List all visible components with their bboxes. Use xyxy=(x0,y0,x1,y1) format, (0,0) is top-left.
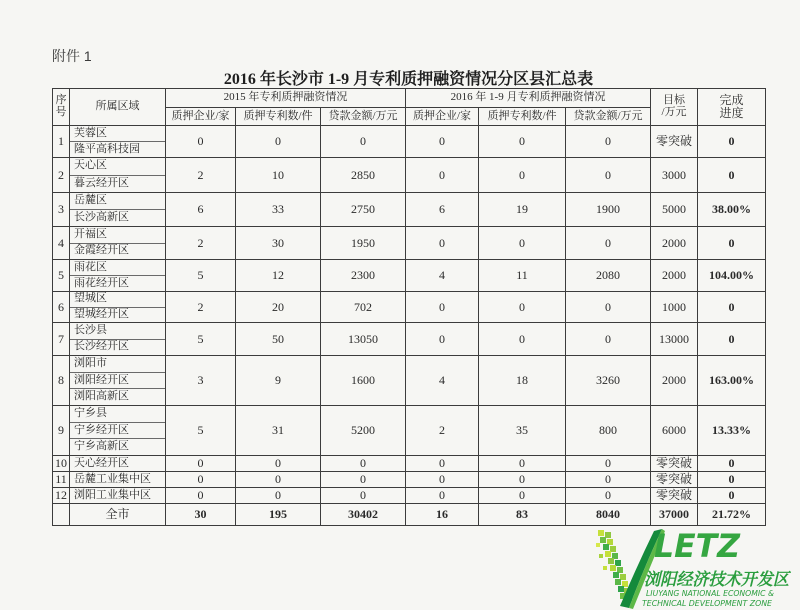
region-line: 宁乡县 xyxy=(74,407,107,420)
cell-2015-patents: 9 xyxy=(236,356,321,406)
region-line: 天心区 xyxy=(74,159,107,172)
total-progress: 21.72% xyxy=(698,504,766,526)
attachment-label: 附件 1 xyxy=(52,48,92,64)
total-2015-loans: 30402 xyxy=(321,504,406,526)
header-2015-firms: 质押企业/家 xyxy=(166,108,236,126)
table-row xyxy=(53,292,766,323)
cell-2015-firms: 5 xyxy=(166,260,236,292)
cell-progress: 0 xyxy=(698,227,766,260)
seq-cell: 10 xyxy=(53,456,70,472)
cell-2016-firms: 4 xyxy=(406,260,479,292)
cell-2016-patents: 35 xyxy=(479,406,566,456)
cell-2016-firms: 2 xyxy=(406,406,479,456)
region-line: 岳麓工业集中区 xyxy=(74,472,151,485)
cell-2015-firms: 0 xyxy=(166,456,236,472)
cell-2015-patents: 0 xyxy=(236,472,321,488)
cell-progress: 0 xyxy=(698,323,766,356)
table-row xyxy=(53,406,766,456)
header-progress-line: 进度 xyxy=(719,106,744,120)
cell-target: 零突破 xyxy=(651,126,698,158)
total-2015-patents: 195 xyxy=(236,504,321,526)
cell-2015-patents: 50 xyxy=(236,323,321,356)
region-line: 金霞经开区 xyxy=(70,243,165,260)
header-2016-group: 2016 年 1-9 月专利质押融资情况 xyxy=(406,89,651,108)
cell-progress: 0 xyxy=(698,126,766,158)
region-cell xyxy=(70,356,166,406)
cell-2015-loans: 0 xyxy=(321,472,406,488)
region-line: 浏阳市 xyxy=(74,357,107,370)
header-seq: 序号 xyxy=(53,89,70,126)
header-progress-line: 完成 xyxy=(719,93,744,108)
region-line: 隆平高科技园 xyxy=(70,141,165,157)
cell-2015-firms: 0 xyxy=(166,472,236,488)
total-2016-patents: 83 xyxy=(479,504,566,526)
cell-2015-patents: 30 xyxy=(236,227,321,260)
cell-2015-loans: 1950 xyxy=(321,227,406,260)
cell-progress: 13.33% xyxy=(698,406,766,456)
header-2015-patents: 质押专利数/件 xyxy=(236,108,321,126)
region-cell xyxy=(70,292,166,323)
table-row xyxy=(53,158,766,193)
cell-2015-loans: 0 xyxy=(321,456,406,472)
logo-name-cn: 浏阳经济技术开发区 xyxy=(644,570,792,590)
cell-target: 3000 xyxy=(651,158,698,193)
seq-cell: 6 xyxy=(53,292,70,323)
logo-name-en-line1: LIUYANG NATIONAL ECONOMIC & xyxy=(646,589,774,598)
seq-cell: 12 xyxy=(53,488,70,504)
cell-2016-patents: 19 xyxy=(479,193,566,227)
cell-target: 2000 xyxy=(651,356,698,406)
cell-target: 5000 xyxy=(651,193,698,227)
cell-progress: 0 xyxy=(698,488,766,504)
region-line: 长沙高新区 xyxy=(70,209,165,226)
cell-2015-firms: 0 xyxy=(166,126,236,158)
region-cell xyxy=(70,323,166,356)
cell-2016-patents: 0 xyxy=(479,488,566,504)
document-title: 2016 年长沙市 1-9 月专利质押融资情况分区县汇总表 xyxy=(223,71,594,88)
header-target xyxy=(651,89,698,126)
seq-cell: 5 xyxy=(53,260,70,292)
total-2015-firms: 30 xyxy=(166,504,236,526)
cell-progress: 38.00% xyxy=(698,193,766,227)
cell-2016-patents: 0 xyxy=(479,158,566,193)
total-label: 全市 xyxy=(70,504,166,526)
cell-progress: 0 xyxy=(698,472,766,488)
cell-2015-firms: 3 xyxy=(166,356,236,406)
region-cell xyxy=(70,158,166,193)
header-target-line: 目标 xyxy=(663,94,686,107)
region-line: 宁乡高新区 xyxy=(70,438,165,455)
cell-2016-firms: 0 xyxy=(406,472,479,488)
cell-2015-patents: 33 xyxy=(236,193,321,227)
cell-target: 2000 xyxy=(651,227,698,260)
cell-2015-patents: 0 xyxy=(236,488,321,504)
cell-2015-loans: 2750 xyxy=(321,193,406,227)
cell-2016-firms: 0 xyxy=(406,126,479,158)
cell-target: 2000 xyxy=(651,260,698,292)
cell-2016-loans: 0 xyxy=(566,126,651,158)
cell-2016-patents: 18 xyxy=(479,356,566,406)
cell-2016-loans: 0 xyxy=(566,323,651,356)
cell-2016-firms: 0 xyxy=(406,488,479,504)
cell-2016-patents: 0 xyxy=(479,292,566,323)
header-2016-firms: 质押企业/家 xyxy=(406,108,479,126)
summary-table xyxy=(52,88,766,526)
region-cell xyxy=(70,406,166,456)
total-row xyxy=(53,504,766,526)
seq-cell: 9 xyxy=(53,406,70,456)
cell-progress: 0 xyxy=(698,158,766,193)
region-cell xyxy=(70,456,166,472)
table-row xyxy=(53,488,766,504)
cell-2016-loans: 0 xyxy=(566,292,651,323)
cell-2016-patents: 0 xyxy=(479,323,566,356)
cell-2016-loans: 0 xyxy=(566,456,651,472)
cell-2015-firms: 2 xyxy=(166,158,236,193)
region-line: 岳麓区 xyxy=(74,194,107,207)
table-row xyxy=(53,227,766,260)
cell-target: 13000 xyxy=(651,323,698,356)
region-line: 天心经开区 xyxy=(74,456,129,469)
cell-2015-firms: 0 xyxy=(166,488,236,504)
region-cell xyxy=(70,472,166,488)
cell-2015-firms: 5 xyxy=(166,406,236,456)
region-cell xyxy=(70,227,166,260)
header-region: 所属区域 xyxy=(70,89,166,126)
header-2016-patents: 质押专利数/件 xyxy=(479,108,566,126)
cell-target: 6000 xyxy=(651,406,698,456)
total-seq-cell xyxy=(53,504,70,526)
cell-progress: 163.00% xyxy=(698,356,766,406)
cell-2016-patents: 11 xyxy=(479,260,566,292)
cell-2016-patents: 0 xyxy=(479,472,566,488)
cell-target: 1000 xyxy=(651,292,698,323)
cell-2016-loans: 3260 xyxy=(566,356,651,406)
cell-target: 零突破 xyxy=(651,488,698,504)
region-line: 浏阳经开区 xyxy=(70,372,165,389)
region-line: 望城经开区 xyxy=(70,307,165,323)
header-2015-group: 2015 年专利质押融资情况 xyxy=(166,89,406,108)
table-row xyxy=(53,356,766,406)
cell-2016-loans: 1900 xyxy=(566,193,651,227)
cell-progress: 0 xyxy=(698,292,766,323)
seq-cell: 4 xyxy=(53,227,70,260)
cell-2015-patents: 12 xyxy=(236,260,321,292)
cell-2015-firms: 5 xyxy=(166,323,236,356)
region-line: 开福区 xyxy=(74,227,107,240)
cell-progress: 104.00% xyxy=(698,260,766,292)
region-line: 雨花区 xyxy=(74,260,107,273)
region-line: 浏阳高新区 xyxy=(70,388,165,405)
cell-2016-loans: 0 xyxy=(566,158,651,193)
total-target: 37000 xyxy=(651,504,698,526)
cell-2015-patents: 20 xyxy=(236,292,321,323)
region-cell xyxy=(70,260,166,292)
region-line: 长沙经开区 xyxy=(70,339,165,356)
region-cell xyxy=(70,193,166,227)
cell-2016-firms: 0 xyxy=(406,292,479,323)
cell-2015-patents: 10 xyxy=(236,158,321,193)
logo-name-en-line2: TECHNICAL DEVELOPMENT ZONE xyxy=(642,599,773,608)
cell-2016-patents: 0 xyxy=(479,126,566,158)
cell-2016-firms: 0 xyxy=(406,456,479,472)
seq-cell: 11 xyxy=(53,472,70,488)
header-2015-loans: 贷款金额/万元 xyxy=(321,108,406,126)
cell-2015-patents: 0 xyxy=(236,126,321,158)
letz-logo xyxy=(596,524,796,610)
total-2016-firms: 16 xyxy=(406,504,479,526)
cell-2016-loans: 800 xyxy=(566,406,651,456)
seq-cell: 8 xyxy=(53,356,70,406)
cell-2016-firms: 0 xyxy=(406,227,479,260)
cell-2015-firms: 2 xyxy=(166,292,236,323)
header-row xyxy=(53,89,766,108)
region-line: 芙蓉区 xyxy=(74,126,107,139)
table-row xyxy=(53,260,766,292)
seq-cell: 7 xyxy=(53,323,70,356)
table-row xyxy=(53,323,766,356)
cell-2015-loans: 702 xyxy=(321,292,406,323)
table-row xyxy=(53,456,766,472)
cell-2016-firms: 4 xyxy=(406,356,479,406)
cell-2016-firms: 0 xyxy=(406,323,479,356)
cell-2016-patents: 0 xyxy=(479,227,566,260)
header-progress xyxy=(698,89,766,126)
cell-2015-loans: 2850 xyxy=(321,158,406,193)
region-line: 浏阳工业集中区 xyxy=(74,488,151,501)
cell-2016-loans: 0 xyxy=(566,488,651,504)
total-2016-loans: 8040 xyxy=(566,504,651,526)
cell-2016-loans: 0 xyxy=(566,472,651,488)
cell-2015-loans: 0 xyxy=(321,126,406,158)
cell-target: 零突破 xyxy=(651,472,698,488)
cell-2015-loans: 0 xyxy=(321,488,406,504)
cell-2016-loans: 2080 xyxy=(566,260,651,292)
cell-2016-patents: 0 xyxy=(479,456,566,472)
cell-2015-patents: 0 xyxy=(236,456,321,472)
cell-2016-loans: 0 xyxy=(566,227,651,260)
cell-2015-firms: 6 xyxy=(166,193,236,227)
table-row xyxy=(53,126,766,158)
table-row xyxy=(53,193,766,227)
cell-2015-loans: 13050 xyxy=(321,323,406,356)
cell-2015-patents: 31 xyxy=(236,406,321,456)
cell-2015-loans: 1600 xyxy=(321,356,406,406)
table-row xyxy=(53,472,766,488)
seq-cell: 3 xyxy=(53,193,70,227)
cell-2015-firms: 2 xyxy=(166,227,236,260)
region-line: 望城区 xyxy=(74,292,107,305)
header-target-line: /万元 xyxy=(661,106,687,118)
cell-target: 零突破 xyxy=(651,456,698,472)
seq-cell: 2 xyxy=(53,158,70,193)
cell-2016-firms: 6 xyxy=(406,193,479,227)
logo-wordmark: LETZ xyxy=(654,527,741,565)
cell-2015-loans: 2300 xyxy=(321,260,406,292)
region-cell xyxy=(70,126,166,158)
region-line: 宁乡经开区 xyxy=(70,422,165,439)
region-cell xyxy=(70,488,166,504)
region-line: 长沙县 xyxy=(74,323,107,336)
region-line: 暮云经开区 xyxy=(70,175,165,193)
seq-cell: 1 xyxy=(53,126,70,158)
cell-progress: 0 xyxy=(698,456,766,472)
cell-2016-firms: 0 xyxy=(406,158,479,193)
region-line: 雨花经开区 xyxy=(70,275,165,291)
cell-2015-loans: 5200 xyxy=(321,406,406,456)
header-2016-loans: 贷款金额/万元 xyxy=(566,108,651,126)
